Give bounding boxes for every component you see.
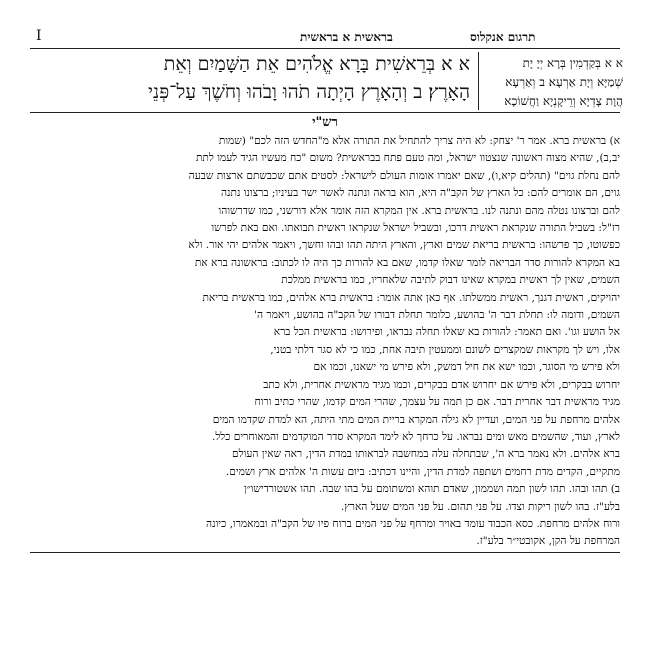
rashi-line: השמים, שאין לך ראשית במקרא שאינו דבוק לתיבה שלאחריו, כמו בראשית ממלכת: [281, 274, 620, 287]
rashi-commentary: [30, 133, 620, 551]
rashi-line: כפשוטו, כך פרשהו: בראשית בריאת שמים וארץ, והארץ היתה תהו ובהו וחשך, ויאמר אלהים יהי אור. ולא: [188, 239, 620, 252]
rashi-line: מגיד מראשית דבר אחרית דבר. אם כן תמה על עצמך, שהרי המים קדמו, שהרי כתיב ורוח: [254, 396, 620, 409]
running-head-onkelos: תרגום אנקלוס: [470, 30, 536, 44]
rashi-line: ב) תהו ובהו. תהו לשון תמה ושממון, שאדם תוהא ומשתומם על בהו שבה. תהו אשטורדישו״ן: [243, 483, 620, 496]
rashi-line: רז"ל: בשביל התורה שנקראת ראשית דרכו, ובשביל ישראל שנקראו ראשית תבואתו. ואם באת לפרשו: [211, 222, 620, 235]
rashi-line: בא המקרא להורות סדר הבריאה לומר שאלו קדמו, שאם בא להורות כך היה לו לכתוב: בראשונה ברא את: [194, 256, 620, 269]
radak-top-rule: [30, 552, 620, 553]
onkelos-divider: [478, 52, 479, 110]
running-head-parsha: בראשית א בראשית: [300, 30, 393, 44]
rashi-line: אלו, ויש לך מקראות שמקצרים לשונם וממעטין תיבה אחת, כמו כי לא סגר דלתי בטני,: [270, 343, 620, 356]
torah-bottom-rule: [30, 112, 620, 113]
rashi-line: אלהים מרחפת על פני המים, ועדיין לא גילה המקרא בריית המים מתי היתה, הא למדת שקדמו המים: [212, 413, 620, 426]
page-number: I: [36, 28, 42, 44]
rashi-line: להם וברצונו נטלה מהם ונתנה לנו. בראשית ברא. אין המקרא הזה אומר אלא דורשני, כמו שדרשוהו: [218, 204, 620, 217]
rashi-line: מתקיים, הקדים מדת רחמים ושתפה למדת הדין, והיינו דכתיב: ביום עשות ה' אלהים ארץ ושמים.: [225, 465, 620, 478]
onkelos-line-2: שְׁמַיָּא וְיָת אַרְעָא׃ ב וְאַרְעָא: [505, 75, 623, 89]
torah-line-2: הָאָרֶץ׃ ב וְהָאָרֶץ הָיְתָה תֹהוּ וָבֹהוּ וְחֹשֶׁךְ עַל־פְּנֵי: [148, 81, 470, 103]
rashi-line: ברא אלהים. ולא נאמר ברא ה', שבתחלה עלה במחשבה לבראותו במדת הדין, ראה שאין העולם: [232, 448, 620, 461]
rashi-line: גוים, הם אומרים להם: כל הארץ של הקב"ה היא, הוא בראה ונתנה לאשר ישר בעיניו; ברצונו נתנה: [220, 187, 620, 200]
rashi-line: לארץ, ועוד, שהשמים מאש ומים נבראו. על כרחך לא לימד המקרא סדר המוקדמים והמאוחרים כלל.: [211, 430, 620, 443]
rashi-line: יהויקים, ראשית דגנך, ראשית ממשלתו. אף כאן אתה אומר: בראשית ברא אלהים, כמו בראשית בריאת: [202, 291, 620, 304]
rashi-line: יחרוש בבקרים, ולא פירש אם יחרוש אדם בבקרים, וכמו מגיד מראשית אחרית, ולא כתב: [263, 378, 620, 391]
rashi-line: להם נחלת גוים" (תהלים קיא,ו), שאם יאמרו אומות העולם לישראל: לסטים אתם שכבשתם ארצות שבעה: [188, 169, 620, 182]
onkelos-line-1: א א בְּקַדְמִין בְּרָא יְיָ יָת: [522, 56, 623, 70]
rashi-line: א) בראשית ברא. אמר ר' יצחק: לא היה צריך להתחיל את התורה אלא מ"החדש הזה לכם" (שמות: [218, 135, 620, 147]
torah-line-1: א א בְּרֵאשִׁית בָּרָא אֱלֹהִים אֵת הַשָּׁמַיִם וְאֵת: [163, 53, 470, 75]
rashi-line: ורוח אלהים מרחפת. כסא הכבוד עומד באויר ומרחף על פני המים ברוח פיו של הקב"ה ובמאמרו, כיונה: [206, 517, 620, 530]
rashi-line: המרחפת על הקן, אקובטי״ר בלע"ז.: [476, 535, 620, 548]
rashi-line: יב,ב), שהיא מצוה ראשונה שנצטוו ישראל, ומה טעם פתח בבראשית? משום "כח מעשיו הגיד לעמו לתת: [195, 152, 620, 165]
rashi-line: בלע"ז. בהו לשון ריקות וצדו. על פני תהום. על פני המים שעל הארץ.: [340, 500, 620, 513]
rashi-line: אל הושע וגו'. ואם תאמר: להורות בא שאלו תחלה נבראו, ופירושו: בראשית הכל ברא: [273, 326, 620, 339]
onkelos-line-3: הֲוָת צָדְיָא וְרֵיקָנְיָא וַחֲשׁוֹכָא: [504, 94, 623, 108]
rashi-title: רש"י: [312, 115, 338, 130]
rashi-line: השמים, ודומה לו: תחלת דבר ה' בהושע, כלומר תחלת דבורו של הקב"ה בהושע, ויאמר ה': [254, 309, 620, 322]
rashi-line: ולא פירש מי הסוגר, וכמו ישא את חיל דמשק, ולא פירש מי ישאנו, וכמו אם: [313, 361, 620, 374]
